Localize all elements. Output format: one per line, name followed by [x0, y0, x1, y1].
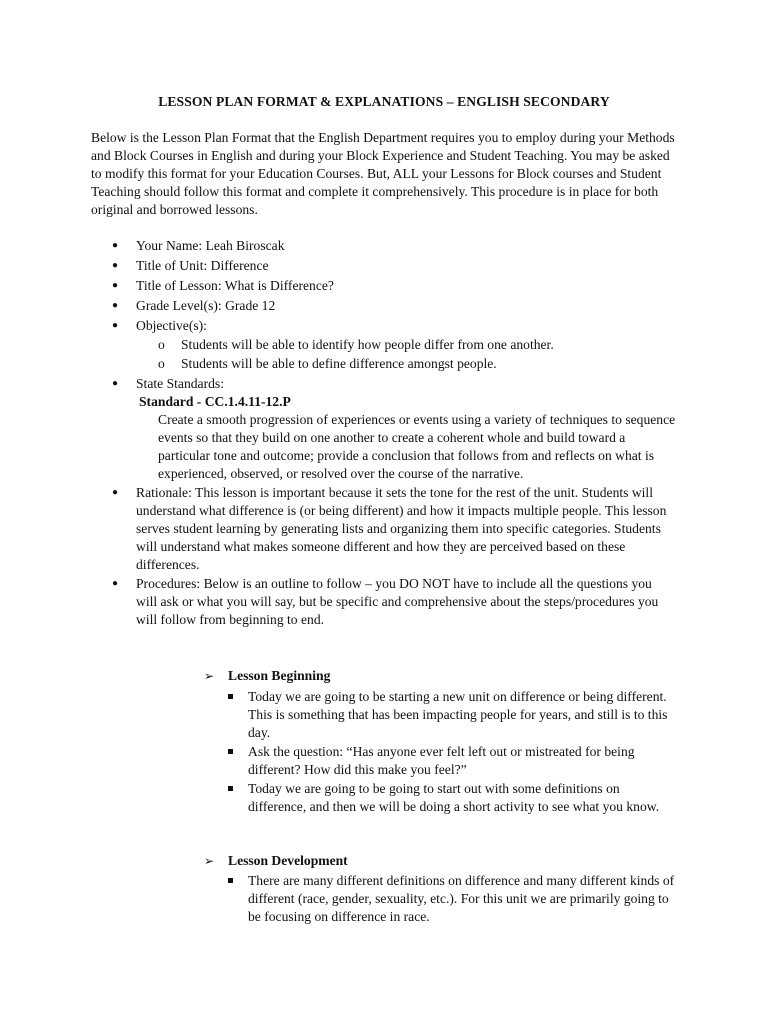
bullet-icon: ● [112, 487, 119, 498]
page-title: LESSON PLAN FORMAT & EXPLANATIONS – ENGLISH SECONDARY [158, 94, 610, 109]
intro-text: Below is the Lesson Plan Format that the English Department requires you to employ during your Methods and Block Courses in English and during your Block Experience and Student Teaching. You may be asked to modify this format for your Education Courses. But, ALL your Lessons for Block courses and Student Teaching should follow this format and complete it comprehensively. This procedure is in place for both original and borrowed lessons. [91, 130, 675, 217]
list-item-procedures: ● Procedures: Below is an outline to follow – you DO NOT have to include all the questions you will ask or what you will say, but be specific and comprehensive about the steps/procedures you will follow from beginning to end. [112, 576, 659, 627]
lesson-details-list [0, 237, 768, 629]
lesson-development-list [0, 872, 768, 926]
intro-paragraph [91, 129, 681, 219]
list-item-lesson: ● Title of Lesson: What is Difference? [112, 278, 334, 293]
lesson-beginning-section [0, 667, 768, 816]
lesson-beginning-heading: ➢ Lesson Beginning [204, 668, 331, 683]
list-item-name: ● Your Name: Leah Biroscak [112, 238, 285, 253]
arrow-bullet-icon: ➢ [204, 669, 215, 683]
objective-item: o Students will be able to define difference amongst people. [158, 356, 497, 371]
standard-heading: Standard - CC.1.4.11-12.P [139, 394, 291, 409]
arrow-bullet-icon: ➢ [204, 854, 215, 868]
square-bullet-icon [228, 749, 233, 754]
bullet-icon: ● [112, 300, 119, 311]
circle-bullet-icon: o [158, 356, 165, 371]
bullet-icon: ● [112, 320, 119, 331]
list-item: Today we are going to be starting a new unit on difference or being different. This is something that has been impacting people for years, and still is to this day. [0, 688, 680, 742]
bullet-icon: ● [112, 240, 119, 251]
list-item: Ask the question: “Has anyone ever felt left out or mistreated for being different? How did this make you feel?” [0, 743, 680, 779]
list-item: Today we are going to be going to start out with some definitions on difference, and then we will be doing a short activity to see what you know. [0, 780, 680, 816]
lesson-development-section [0, 852, 768, 926]
objectives-list [136, 336, 676, 373]
list-item-rationale: ● Rationale: This lesson is important because it sets the tone for the rest of the unit. Students will understand what difference is (or being different) and how it impacts multiple people. This lesson serves student learning by generating lists and organizing them into specific categories. Students will understand what makes someone different and how they are perceived based on these differences. [112, 485, 667, 572]
list-item-grade: ● Grade Level(s): Grade 12 [112, 298, 276, 313]
bullet-icon: ● [112, 260, 119, 271]
circle-bullet-icon: o [158, 337, 165, 352]
lesson-development-heading: ➢ Lesson Development [204, 853, 348, 868]
objective-item: o Students will be able to identify how people differ from one another. [158, 337, 554, 352]
list-item: There are many different definitions on difference and many different kinds of different (race, gender, sexuality, etc.). For this unit we are primarily going to be focusing on difference in race. [0, 872, 680, 926]
list-item-standards: ● State Standards: Standard - CC.1.4.11-12.P Create a smooth progression of experiences or events using a variety of techniques to sequence events so that they build on one another to create a coherent whole and build toward a particular tone and outcome; provide a conclusion that follows from and reflects on what is experienced, observed, or resolved over the course of the narrative. [0, 375, 676, 483]
lesson-beginning-list [0, 688, 768, 816]
square-bullet-icon [228, 694, 233, 699]
list-item-objectives: ● Objective(s): o Students will be able to identify how people differ from one another. o Students will be able to define difference amongst people. [0, 317, 676, 373]
bullet-icon: ● [112, 280, 119, 291]
square-bullet-icon [228, 878, 233, 883]
square-bullet-icon [228, 786, 233, 791]
standard-text: Create a smooth progression of experiences or events using a variety of techniques to sequence events so that they build on one another to create a coherent whole and build toward a particular tone and outcome; provide a conclusion that follows from and reflects on what is experienced, observed, or resolved over the course of the narrative. [158, 412, 676, 481]
bullet-icon: ● [112, 378, 119, 389]
bullet-icon: ● [112, 578, 119, 589]
list-item-unit: ● Title of Unit: Difference [112, 258, 269, 273]
